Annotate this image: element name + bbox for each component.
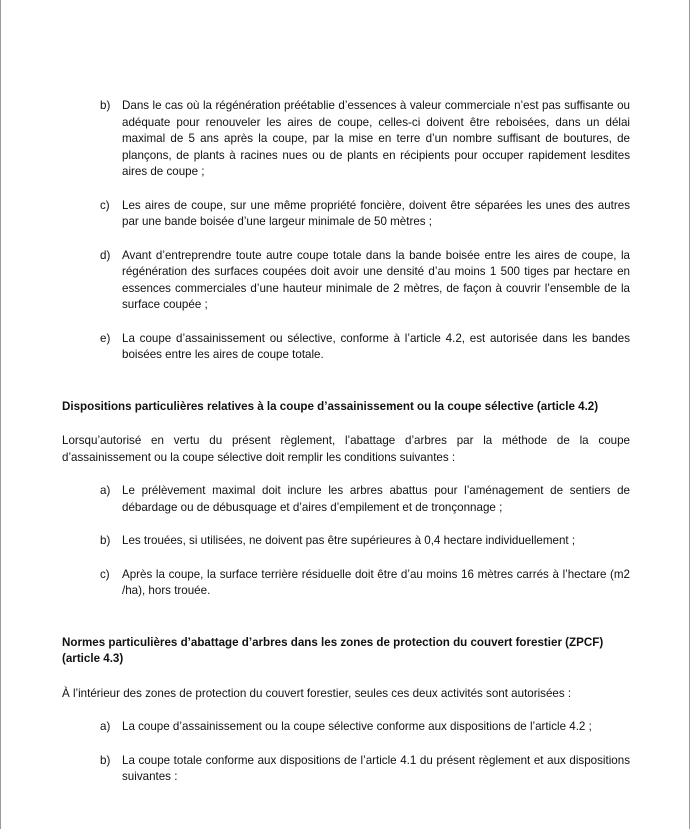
list-item — [62, 567, 630, 600]
list-item-text: Avant d’entreprendre toute autre coupe totale dans la bande boisée entre les aires de coupe, la régénération des surfaces coupées doit avoir une densité d’au moins 1 500 tiges par hectare en essences commerciales d’une hauteur minimale de 2 mètres, de façon à couvrir l’ensemble de la surface coupée ; — [122, 248, 630, 311]
list-item-label: b) — [100, 99, 111, 112]
list-item-text: Les aires de coupe, sur une même propriété foncière, doivent être séparées les unes des autres par une bande boisée d’une largeur minimale de 50 mètres ; — [122, 198, 630, 228]
list-item — [62, 719, 630, 736]
list-item-text: La coupe totale conforme aux dispositions de l’article 4.1 du présent règlement et aux dispositions suivantes : — [122, 753, 630, 783]
list-item — [62, 248, 630, 314]
list-item — [62, 198, 630, 231]
section-heading-4-2: Dispositions particulières relatives à la coupe d’assainissement ou la coupe sélective (article 4.2) — [62, 399, 599, 413]
list-item-label: b) — [100, 753, 111, 767]
list-item — [62, 483, 630, 516]
list-item — [62, 98, 630, 181]
list-item-label: b) — [100, 534, 111, 547]
list-item-text: Après la coupe, la surface terrière résiduelle doit être d’au moins 16 mètres carrés à l’hectare (m2 /ha), hors trouée. — [122, 567, 630, 597]
section-intro-4-3: À l’intérieur des zones de protection du couvert forestier, seules ces deux activités sont autorisées : — [62, 686, 572, 700]
section-heading-4-3: Normes particulières d’abattage d’arbres dans les zones de protection du couvert forestier (ZPCF) (article 4.3) — [62, 635, 604, 665]
list-item-text: Les trouées, si utilisées, ne doivent pas être supérieures à 0,4 hectare individuellement ; — [122, 534, 576, 547]
list-item-label: e) — [100, 331, 111, 345]
list-item — [62, 533, 630, 550]
list-item-label: c) — [100, 198, 110, 212]
list-item-label: a) — [100, 720, 111, 733]
list-item-label: a) — [100, 484, 111, 497]
list-item-label: d) — [100, 248, 111, 262]
list-item-text: Dans le cas où la régénération préétablie d’essences à valeur commerciale n’est pas suffisante ou adéquate pour renouveler les aires de coupe, celles-ci doivent être reboisées, dans un délai maximal de 5 ans après la coupe, par la mise en terre d’un nombre suffisant de boutures, de plançons, de plants à racines nues ou de plants en récipients pour occuper rapidement lesdites aires de coupe ; — [122, 99, 630, 178]
list-item — [62, 331, 630, 364]
document-content — [62, 98, 630, 803]
list-item-label: c) — [100, 567, 110, 581]
list-item-text: La coupe d’assainissement ou sélective, conforme à l’article 4.2, est autorisée dans les bandes boisées entre les aires de coupe totale. — [122, 331, 630, 361]
section-intro-4-2: Lorsqu’autorisé en vertu du présent règlement, l’abattage d’arbres par la méthode de la coupe d’assainissement ou la coupe sélective doit remplir les conditions suivantes : — [62, 434, 630, 464]
list-item-text: Le prélèvement maximal doit inclure les arbres abattus pour l’aménagement de sentiers de débardage ou de débusquage et d’aires d’empilement et de tronçonnage ; — [122, 484, 630, 514]
list-item-text: La coupe d’assainissement ou la coupe sélective conforme aux dispositions de l’article 4.2 ; — [122, 720, 592, 733]
list-item — [62, 753, 630, 786]
